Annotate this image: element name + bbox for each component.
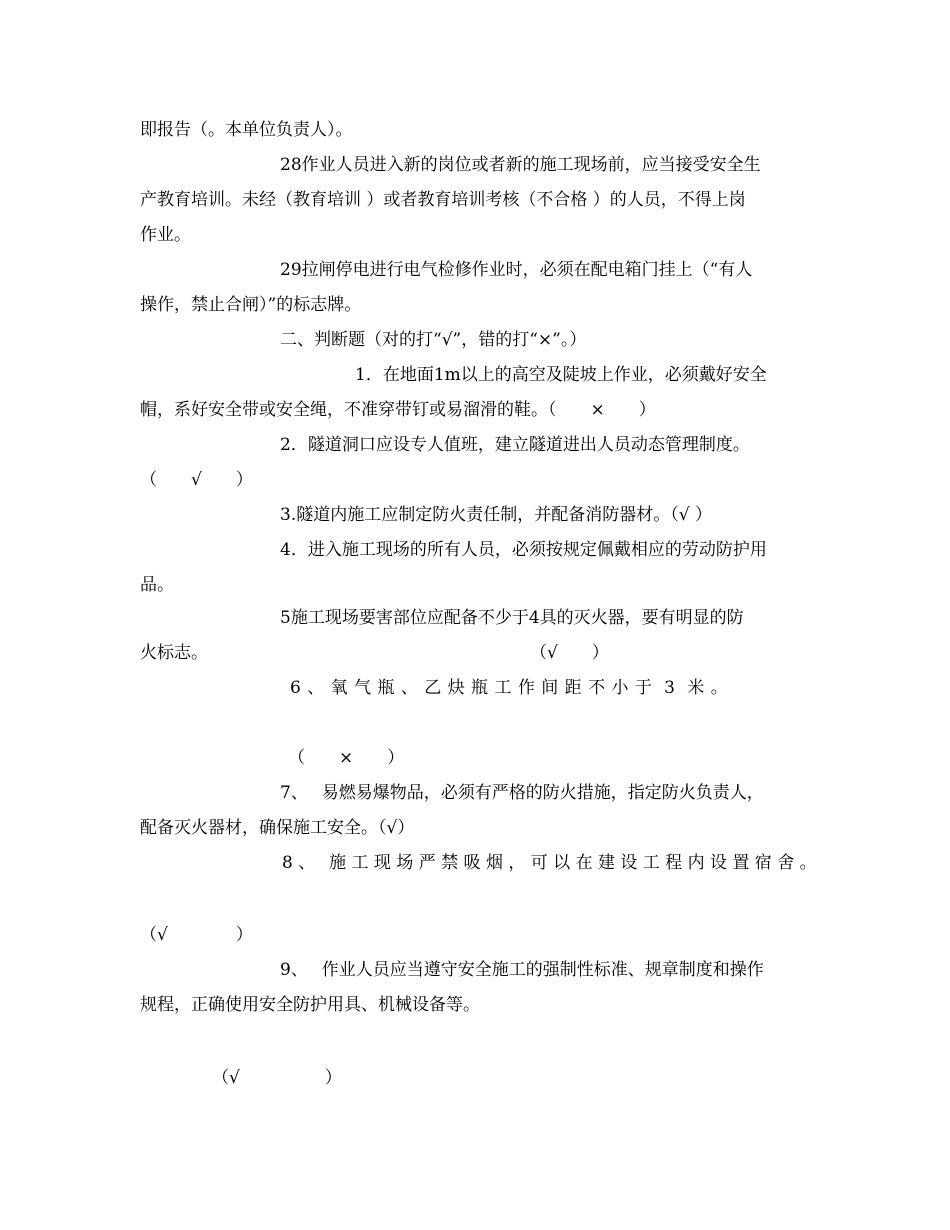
judgment-9-answer: （√ ） [212,1068,342,1088]
question-29-line-2: 操作，禁止合闸）”的标志牌。 [140,295,362,315]
judgment-7-line-2: 配备灭火器材，确保施工安全。（√） [140,818,415,838]
judgment-2-answer: （ √ ） [140,470,253,490]
judgment-3: 3.隧道内施工应制定防火责任制，并配备消防器材。（√ ） [280,505,712,525]
question-28-line-3: 作业。 [140,225,191,245]
question-29-line-1: 29拉闸停电进行电气检修作业时，必须在配电箱门挂上（“有人 [280,260,753,280]
question-28-line-2: 产教育培训。未经（教育培训 ）或者教育培训考核（不合格 ）的人员，不得上岗 [140,190,746,210]
section-heading: 二、判断题（对的打“√”，错的打“×”。） [280,330,587,350]
judgment-5-line-2: 火标志。 [140,643,208,663]
judgment-1-line-1: 1．在地面1m以上的高空及陡坡上作业，必须戴好安全 [355,365,767,385]
judgment-8-line-1: 8 、 施 工 现 场 严 禁 吸 烟 ， 可 以 在 建 设 工 程 内 设 置 宿 舍 。 [282,853,817,873]
judgment-8-answer: （√ ） [140,925,253,945]
text-line: 即报告（。本单位负责人）。 [140,120,353,140]
judgment-5-answer: （√ ） [530,643,609,663]
judgment-5-line-1: 5施工现场要害部位应配备不少于4具的灭火器，要有明显的防 [280,608,744,628]
judgment-4-line-2: 品。 [140,575,174,595]
question-28-line-1: 28作业人员进入新的岗位或者新的施工现场前，应当接受安全生 [280,155,761,175]
judgment-9-line-1: 9、 作业人员应当遵守安全施工的强制性标准、规章制度和操作 [280,960,764,980]
judgment-6-line-1: 6 、 氧 气 瓶 、 乙 炔 瓶 工 作 间 距 不 小 于 3 米 。 [290,678,729,698]
judgment-1-line-2: 帽，系好安全带或安全绳，不准穿带钉或易溜滑的鞋。（ × ） [140,400,656,420]
judgment-7-line-1: 7、 易燃易爆物品，必须有严格的防火措施，指定防火负责人， [280,783,764,803]
judgment-6-answer: （ × ） [288,748,405,768]
judgment-2-line-1: 2．隧道洞口应设专人值班，建立隧道进出人员动态管理制度。 [280,435,750,455]
judgment-9-line-2: 规程，正确使用安全防护用具、机械设备等。 [140,995,480,1015]
judgment-4-line-1: 4．进入施工现场的所有人员，必须按规定佩戴相应的劳动防护用 [280,540,767,560]
